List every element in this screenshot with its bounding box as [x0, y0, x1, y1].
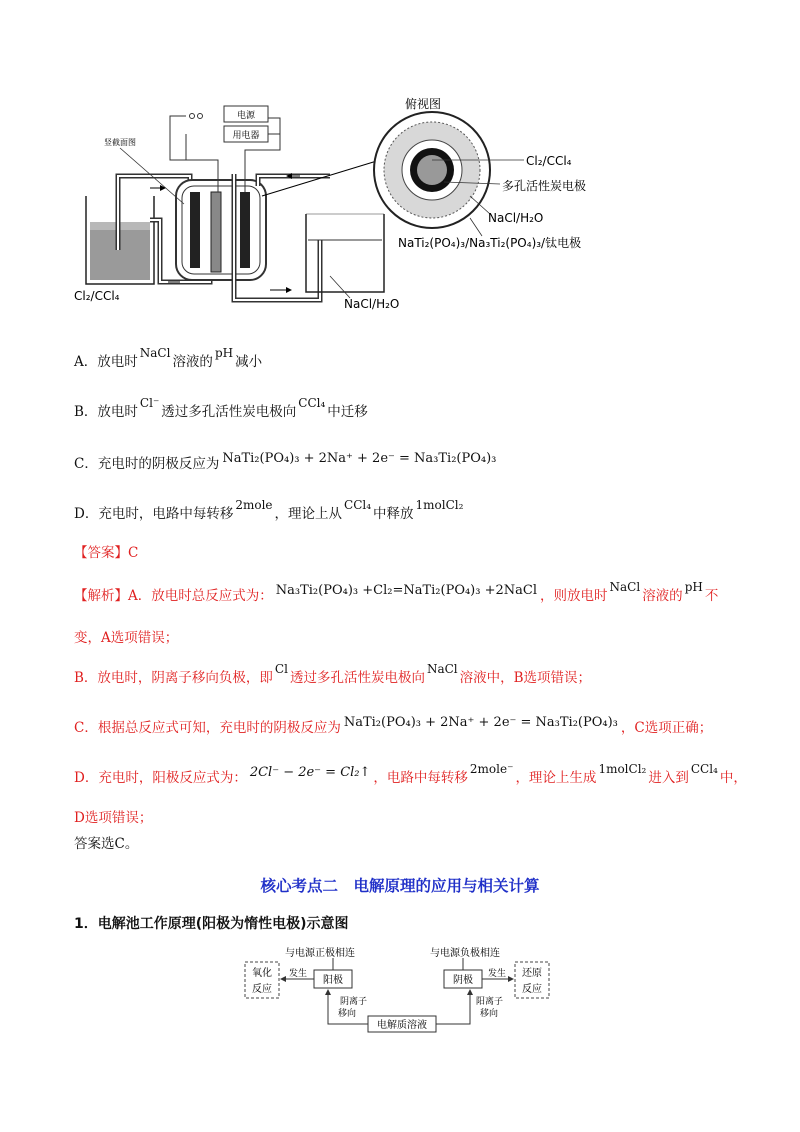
analysis-l3-pre: B．放电时，阴离子移向负极，即	[74, 670, 273, 686]
analysis-l3-post: 溶液中，B选项错误；	[459, 670, 592, 686]
option-c-text: C．充电时的阴极反应为	[74, 456, 220, 472]
option-d-text: D．充电时，电路中每转移	[74, 506, 234, 522]
option-a-text: A．放电时	[74, 354, 138, 370]
analysis-l1-mid: ，则放电时	[540, 588, 608, 604]
top-view-label: 俯视图	[405, 97, 442, 111]
load-label: 用电器	[232, 131, 260, 141]
analysis-l1-ph: pH	[684, 580, 703, 594]
label-right-beaker: NaCl/H₂O	[344, 297, 400, 311]
option-b-post: 中迁移	[327, 404, 368, 420]
occur-left: 发生	[288, 969, 308, 979]
oxidation-line2: 反应	[252, 984, 272, 995]
power-label: 电源	[236, 111, 256, 121]
option-b	[74, 396, 368, 420]
cell-body	[176, 180, 266, 280]
analysis-l1-nacl: NaCl	[609, 580, 641, 594]
analysis-l3-mid: 透过多孔活性炭电极向	[289, 670, 425, 686]
analysis-l5-post: 中，	[719, 770, 747, 786]
cathode-connection: 与电源负极相连	[430, 948, 500, 959]
label-ti: NaTi₂(PO₄)₃/Na₃Ti₂(PO₄)₃/钛电极	[398, 236, 582, 250]
analysis-l1-mid2: 溶液的	[642, 588, 683, 604]
analysis-l4-pre: C．根据总反应式可知，充电时的阴极反应为	[74, 720, 341, 736]
analysis-l5-1molcl2: 1molCl₂	[598, 762, 647, 776]
option-d-mid2: 中释放	[373, 506, 414, 522]
anode-connection: 与电源正极相连	[285, 948, 355, 959]
option-d-mid: ，理论上从	[274, 506, 343, 522]
oxidation-line1: 氧化	[252, 968, 272, 979]
analysis-l1-post: 不	[704, 588, 719, 604]
cation-move-2: 移向	[480, 1009, 499, 1019]
option-d-1molcl2: 1molCl₂	[415, 498, 464, 512]
option-b-mid: 透过多孔活性炭电极向	[161, 404, 297, 420]
analysis-line-5	[74, 762, 747, 786]
analysis-l5-ccl4: CCl₄	[690, 762, 718, 776]
analysis-l5-mid: ，电路中每转移	[373, 770, 468, 786]
section-title: 核心考点二 电解原理的应用与相关计算	[260, 877, 540, 895]
option-d	[74, 498, 465, 522]
cation-move-1: 阳离子	[476, 997, 504, 1007]
analysis-l5-mid2: ，理论上生成	[515, 770, 597, 786]
label-left-beaker: Cl₂/CCl₄	[74, 289, 120, 303]
top-view	[374, 112, 490, 228]
analysis-l1-pre: 【解析】A．放电时总反应式为：	[74, 588, 273, 604]
label-cl2: Cl₂/CCl₄	[526, 154, 572, 168]
reduction-line1: 还原	[522, 968, 542, 979]
label-nacl-inner: NaCl/H₂O	[488, 211, 544, 225]
option-a-post: 减小	[235, 354, 263, 370]
option-b-cl: Cl⁻	[139, 396, 160, 410]
occur-right: 发生	[487, 969, 507, 979]
option-b-text: B．放电时	[74, 404, 138, 420]
analysis-line-4	[74, 716, 712, 736]
electrolyte-box: 电解质溶液	[377, 1020, 427, 1031]
subsection-title: 1．电解池工作原理(阳极为惰性电极)示意图	[74, 916, 349, 932]
analysis-l5-equation: 2Cl⁻ − 2e⁻ = Cl₂↑	[249, 765, 371, 780]
anion-move-2: 移向	[338, 1009, 357, 1019]
analysis-line-2: 变，A选项错误；	[74, 630, 179, 646]
analysis-line-1	[74, 580, 719, 604]
electrolysis-flow-diagram	[0, 930, 800, 1040]
anion-move-1: 阴离子	[340, 997, 368, 1007]
option-c	[74, 452, 499, 472]
analysis-line-7: 答案选C。	[74, 836, 139, 852]
analysis-l5-pre: D．充电时，阳极反应式为：	[74, 770, 247, 786]
analysis-line-6: D选项错误；	[74, 810, 153, 826]
label-carbon: 多孔活性炭电极	[502, 179, 587, 193]
option-a	[74, 346, 263, 370]
analysis-line-3	[74, 662, 592, 686]
cathode-box: 阴极	[453, 975, 473, 986]
option-b-ccl4: CCl₄	[298, 396, 326, 410]
analysis-l5-mid3: 进入到	[648, 770, 689, 786]
anode-box: 阳极	[323, 975, 343, 986]
option-c-equation: NaTi₂(PO₄)₃ + 2Na⁺ + 2e⁻ = Na₃Ti₂(PO₄)₃	[222, 451, 497, 466]
analysis-l4-post: ，C选项正确；	[620, 720, 713, 736]
analysis-l3-nacl: NaCl	[426, 662, 458, 676]
analysis-l3-cl: Cl	[274, 662, 288, 676]
section-label: 竖截面图	[104, 138, 136, 147]
reduction-line2: 反应	[522, 984, 542, 995]
option-a-ph: pH	[214, 346, 234, 360]
option-d-2mole: 2mole	[235, 498, 273, 512]
analysis-l1-equation: Na₃Ti₂(PO₄)₃ +Cl₂=NaTi₂(PO₄)₃ +2NaCl	[275, 583, 537, 598]
option-a-nacl: NaCl	[139, 346, 171, 360]
option-d-ccl4: CCl₄	[344, 498, 372, 512]
option-a-mid: 溶液的	[172, 354, 213, 370]
battery-diagram	[0, 0, 800, 320]
analysis-l4-equation: NaTi₂(PO₄)₃ + 2Na⁺ + 2e⁻ = Na₃Ti₂(PO₄)₃	[343, 715, 618, 730]
answer: 【答案】C	[74, 545, 139, 561]
analysis-l5-2mole: 2mole⁻	[469, 762, 514, 776]
